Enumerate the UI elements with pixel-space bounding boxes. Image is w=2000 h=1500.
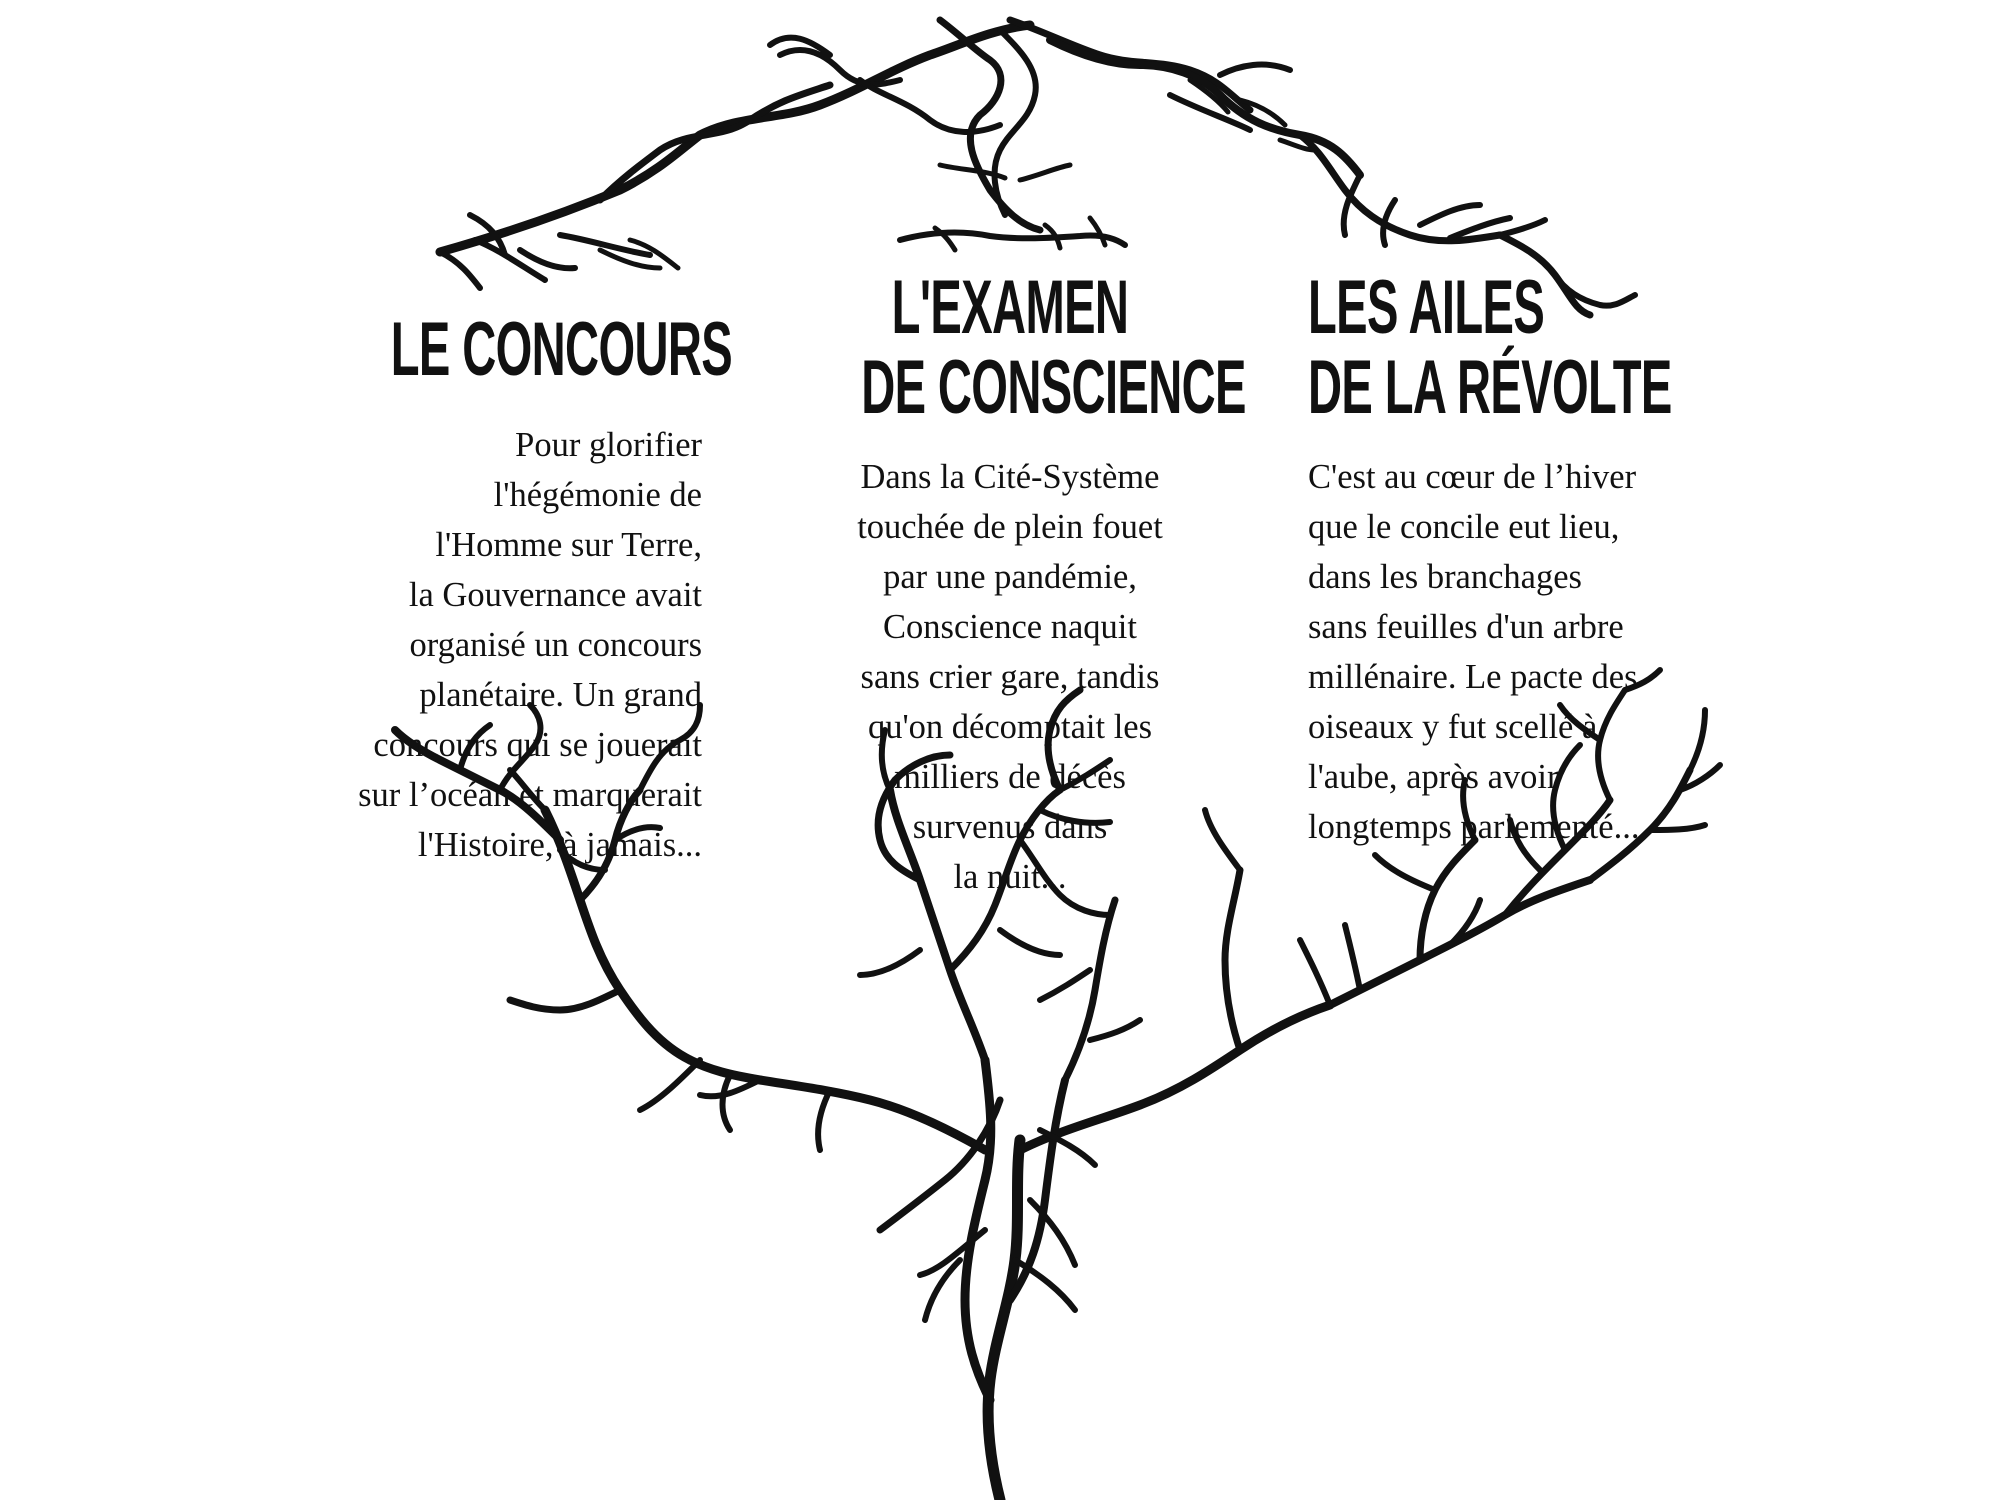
blurb-line: la nuit... [953, 858, 1067, 896]
blurb-les-ailes-de-la-revolte [1308, 452, 1788, 852]
blurb-line: C'est au cœur de l’hiver [1308, 458, 1637, 496]
blurb-line: l'Homme sur Terre, [435, 526, 702, 564]
blurb-line: sur l’océan et marquerait [358, 776, 702, 814]
blurb-line: sans feuilles d'un arbre [1308, 608, 1624, 646]
blurb-line: longtemps parlementé... [1308, 808, 1640, 846]
blurb-line: l'aube, après avoir [1308, 758, 1559, 796]
blurb-line: Dans la Cité-Système [860, 458, 1160, 496]
blurb-line: sans crier gare, tandis [860, 658, 1160, 696]
blurb-line: millénaire. Le pacte des [1308, 658, 1638, 696]
blurb-line: planétaire. Un grand [419, 676, 702, 714]
title-les-ailes-line-1: LES AILES [1308, 265, 1545, 350]
title-le-concours: LE CONCOURS [390, 307, 733, 392]
column-les-ailes-de-la-revolte [1308, 265, 1788, 852]
blurb-line: par une pandémie, [883, 558, 1137, 596]
blurb-line: oiseaux y fut scellé à [1308, 708, 1598, 746]
blurb-line: organisé un concours [409, 626, 702, 664]
blurb-line: qu'on décomptait les [867, 708, 1153, 746]
blurb-line: touchée de plein fouet [857, 508, 1163, 546]
title-l-examen-line-1: L'EXAMEN [891, 265, 1129, 350]
blurb-line: survenus dans [912, 808, 1108, 846]
blurb-line: milliers de décès [894, 758, 1126, 796]
blurb-le-concours [200, 420, 702, 870]
blurb-line: que le concile eut lieu, [1308, 508, 1620, 546]
blurb-line: Conscience naquit [883, 608, 1137, 646]
title-les-ailes-line-2: DE LA RÉVOLTE [1308, 345, 1672, 430]
blurb-l-examen-de-conscience [770, 452, 1250, 902]
blurb-line: la Gouvernance avait [408, 576, 702, 614]
blurb-line: dans les branchages [1308, 558, 1582, 596]
title-l-examen-line-2: DE CONSCIENCE [861, 345, 1246, 430]
blurb-line: l'hégémonie de [493, 476, 702, 514]
blurb-line: Pour glorifier [515, 426, 702, 464]
column-le-concours [200, 307, 733, 870]
blurb-line: concours qui se jouerait [373, 726, 702, 764]
column-l-examen-de-conscience [770, 265, 1250, 902]
blurb-line: l'Histoire, à jamais... [417, 826, 702, 864]
